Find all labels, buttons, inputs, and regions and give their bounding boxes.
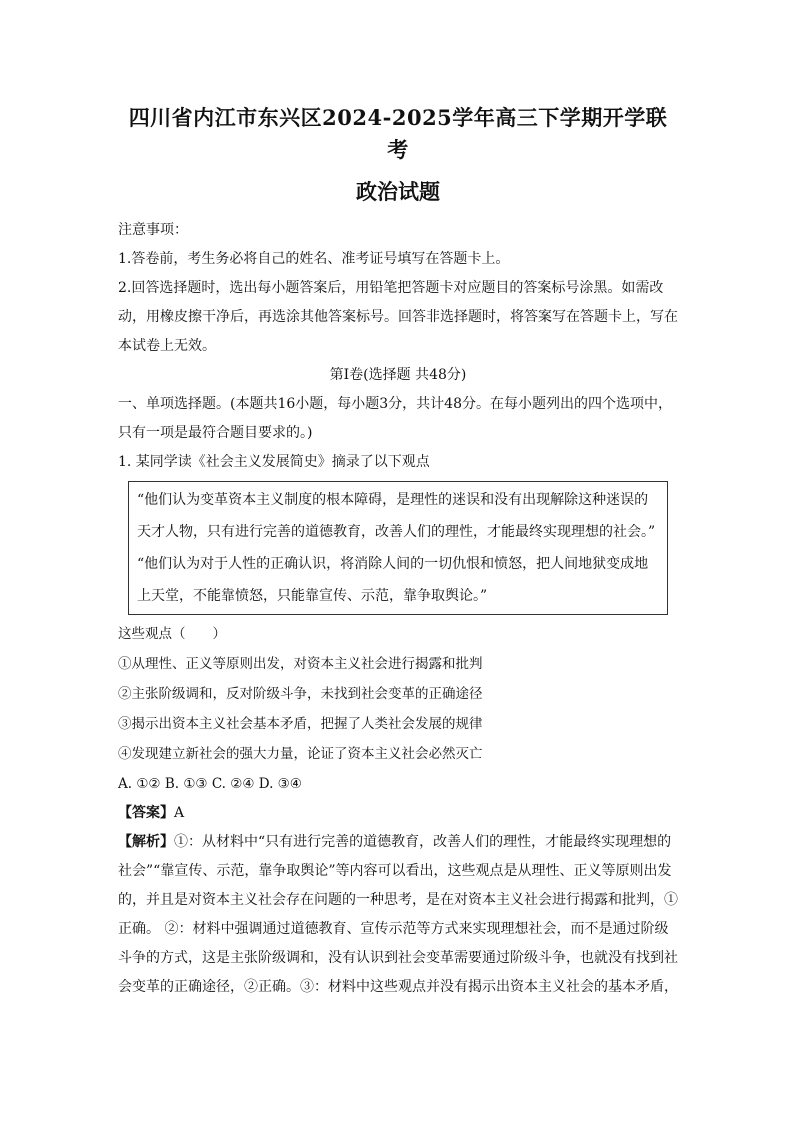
answer-label: 【答案】 [118, 805, 174, 821]
statement-3: ③揭示出资本主义社会基本矛盾，把握了人类社会发展的规律 [118, 716, 483, 732]
notes-item-2: 2.回答选择题时，选出每小题答案后，用铅笔把答题卡对应题目的答案标号涂黑。如需改动，用橡皮擦干净后，再选涂其他答案标号。回答非选择题时，将答案写在答题卡上，写在本试卷上无效。 [118, 280, 678, 354]
quote-1: “他们认为变革资本主义制度的根本障碍，是理性的迷误和没有出现解除这种迷误的天才人物，只有进行完善的道德教育，改善人们的理性，才能最终实现理想的社会。” [137, 492, 656, 540]
statement-2: ②主张阶级调和，反对阶级斗争，未找到社会变革的正确途径 [118, 686, 483, 702]
answer-choices: A. ①② B. ①③ C. ②④ D. ③④ [118, 776, 302, 792]
question-stem: 1. 某同学读《社会主义发展简史》摘录了以下观点 [118, 454, 430, 470]
part-title: 一、单项选择题。(本题共16小题，每小题3分，共计48分。在每小题列出的四个选项中，只有一项是最符合题目要求的。) [118, 396, 672, 441]
answer-value: A [174, 805, 185, 821]
statement-1: ①从理性、正义等原则出发，对资本主义社会进行揭露和批判 [118, 656, 483, 672]
quote-box [128, 481, 668, 615]
notes-item-1: 1.答卷前，考生务必将自己的姓名、准考证号填写在答题卡上。 [118, 251, 510, 267]
notes-heading: 注意事项： [118, 222, 188, 238]
question-prompt: 这些观点（ ） [118, 626, 226, 642]
statement-4: ④发现建立新社会的强大力量，论证了资本主义社会必然灭亡 [118, 746, 483, 762]
exam-subject: 政治试题 [356, 179, 440, 204]
analysis-label: 【解析】 [118, 834, 174, 850]
volume-title: 第Ⅰ卷(选择题 共48分) [329, 367, 467, 383]
analysis-text: ①：从材料中“只有进行完善的道德教育，改善人们的理性，才能最终实现理想的社会”“靠宣传、示范，靠争取舆论”等内容可以看出，这些观点是从理性、正义等原则出发的，并且是对资本主义社会存在问题的一种思考，是在对资本主义社会进行揭露和批判，①正确。 ②：材料中强调通过道德教育、宣传示范等方式来实现理想社会，而不是通过阶级斗争的方式，这是主张阶级调和，没有认识到社会变革需要通过阶级斗争，也就没有找到社会变革的正确途径，②正确。③：材料中这些观点并没有揭示出资本主义社会的基本矛盾， [118, 834, 678, 995]
quote-2: “他们认为对于人性的正确认识，将消除人间的一切仇恨和愤怒，把人间地狱变成地上天堂，不能靠愤怒，只能靠宣传、示范，靠争取舆论。” [137, 556, 649, 604]
exam-title: 四川省内江市东兴区2024-2025学年高三下学期开学联考 [128, 105, 668, 162]
answer-line [118, 799, 678, 828]
analysis-block [118, 828, 678, 1002]
